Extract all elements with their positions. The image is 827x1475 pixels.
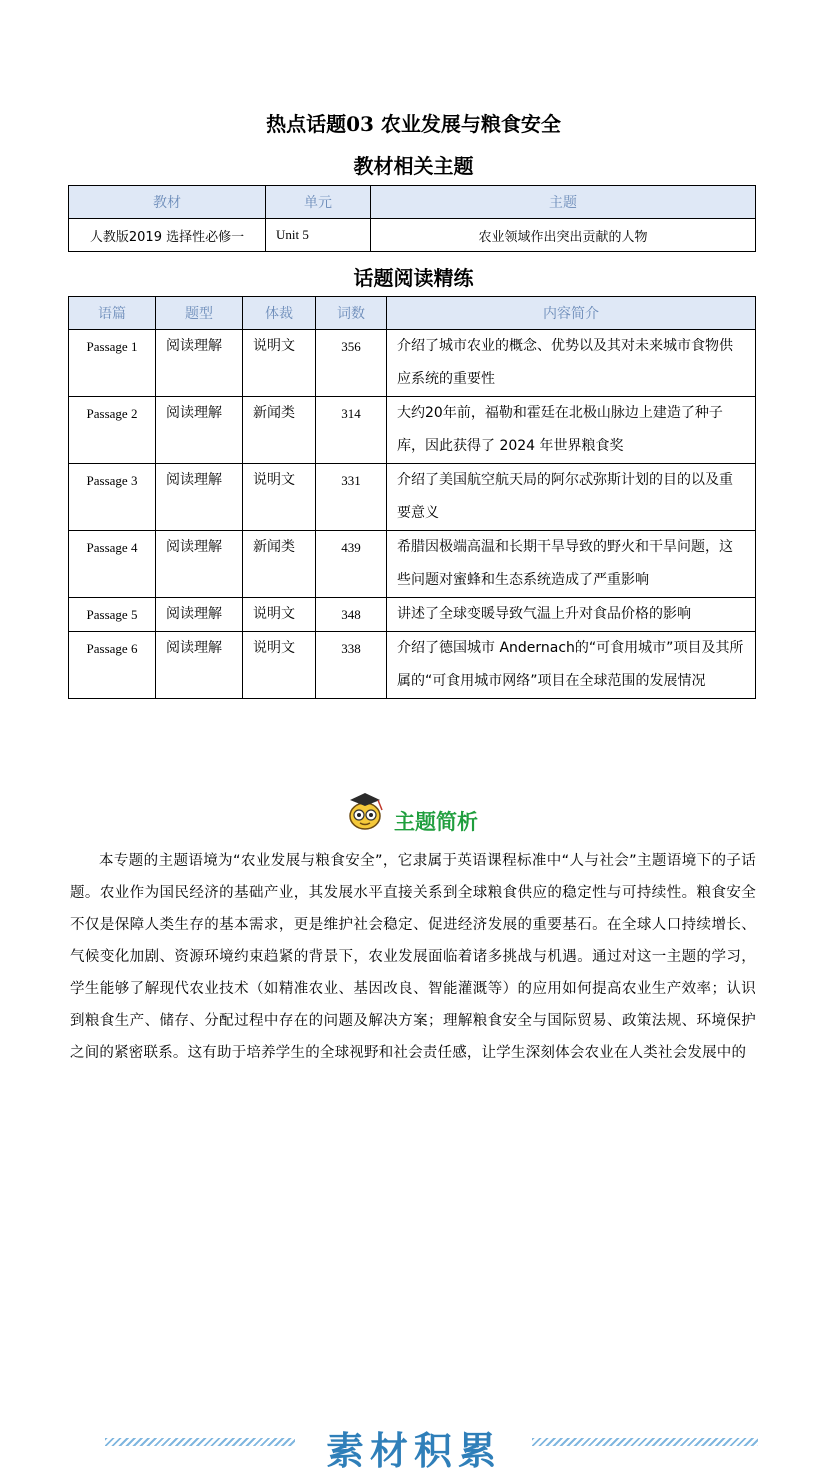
table-cell: Unit 5 xyxy=(266,219,371,252)
table-header-row xyxy=(69,297,756,330)
table-cell: Passage 2 xyxy=(69,397,156,464)
table-cell: 356 xyxy=(316,330,387,397)
table-row xyxy=(69,330,756,397)
header-cell: 教材 xyxy=(69,186,266,219)
table-cell: 农业领域作出突出贡献的人物 xyxy=(371,219,756,252)
table-cell: 314 xyxy=(316,397,387,464)
banner-stripe-right xyxy=(532,1438,758,1446)
table-cell: 讲述了全球变暖导致气温上升对食品价格的影响 xyxy=(387,598,756,632)
table-cell: Passage 5 xyxy=(69,598,156,632)
table-cell: 阅读理解 xyxy=(156,531,243,598)
table-cell: 439 xyxy=(316,531,387,598)
scholar-bee-icon xyxy=(342,788,388,834)
subheading-text: 主题简析 xyxy=(394,810,478,834)
table-cell: 阅读理解 xyxy=(156,464,243,531)
textbook-table xyxy=(68,185,756,252)
table-cell: 阅读理解 xyxy=(156,632,243,699)
header-cell: 语篇 xyxy=(69,297,156,330)
page-title: 热点话题03 农业发展与粮食安全 xyxy=(266,112,561,136)
table-cell: 阅读理解 xyxy=(156,397,243,464)
table-cell: Passage 1 xyxy=(69,330,156,397)
table-cell: 介绍了德国城市 Andernach的“可食用城市”项目及其所属的“可食用城市网络”项目在全球范围的发展情况 xyxy=(387,632,756,699)
header-cell: 主题 xyxy=(371,186,756,219)
table-cell: 说明文 xyxy=(243,330,316,397)
table-row xyxy=(69,397,756,464)
table-cell: Passage 3 xyxy=(69,464,156,531)
table-header-row xyxy=(69,186,756,219)
banner-title: 素材积累 xyxy=(325,1428,502,1473)
table-cell: 介绍了城市农业的概念、优势以及其对未来城市食物供应系统的重要性 xyxy=(387,330,756,397)
table-cell: 人教版2019 选择性必修一 xyxy=(69,219,266,252)
table-row xyxy=(69,598,756,632)
section-title-reading: 话题阅读精练 xyxy=(353,266,474,290)
table-cell: 阅读理解 xyxy=(156,330,243,397)
table-cell: 说明文 xyxy=(243,598,316,632)
header-cell: 单元 xyxy=(266,186,371,219)
table-cell: 希腊因极端高温和长期干旱导致的野火和干旱问题，这些问题对蜜蜂和生态系统造成了严重影响 xyxy=(387,531,756,598)
section-title-textbook: 教材相关主题 xyxy=(353,154,474,178)
header-cell: 词数 xyxy=(316,297,387,330)
table-cell: Passage 6 xyxy=(69,632,156,699)
table-cell: 331 xyxy=(316,464,387,531)
table-row xyxy=(69,464,756,531)
banner-stripe-left xyxy=(105,1438,295,1446)
table-cell: 阅读理解 xyxy=(156,598,243,632)
reading-table xyxy=(68,296,756,699)
table-cell: 说明文 xyxy=(243,632,316,699)
table-cell: 新闻类 xyxy=(243,397,316,464)
table-row xyxy=(69,531,756,598)
body-paragraph: 本专题的主题语境为“农业发展与粮食安全”，它隶属于英语课程标准中“人与社会”主题语境下的子话题。农业作为国民经济的基础产业，其发展水平直接关系到全球粮食供应的稳定性与可持续性。粮食安全不仅是保障人类生存的基本需求，更是维护社会稳定、促进经济发展的重要基石。在全球人口持续增长、气候变化加剧、资源环境约束趋紧的背景下，农业发展面临着诸多挑战与机遇。通过对这一主题的学习，学生能够了解现代农业技术（如精准农业、基因改良、智能灌溉等）的应用如何提高农业生产效率；认识到粮食生产、储存、分配过程中存在的问题及解决方案；理解粮食安全与国际贸易、政策法规、环境保护之间的紧密联系。这有助于培养学生的全球视野和社会责任感，让学生深刻体会农业在人类社会发展中的 xyxy=(70,853,756,1061)
table-cell: 介绍了美国航空航天局的阿尔忒弥斯计划的目的以及重要意义 xyxy=(387,464,756,531)
table-cell: 338 xyxy=(316,632,387,699)
header-cell: 题型 xyxy=(156,297,243,330)
table-cell: 新闻类 xyxy=(243,531,316,598)
header-cell: 内容简介 xyxy=(387,297,756,330)
table-row xyxy=(69,219,756,252)
table-row xyxy=(69,632,756,699)
table-cell: 348 xyxy=(316,598,387,632)
header-cell: 体裁 xyxy=(243,297,316,330)
table-cell: Passage 4 xyxy=(69,531,156,598)
table-cell: 说明文 xyxy=(243,464,316,531)
table-cell: 大约20年前，福勒和霍廷在北极山脉边上建造了种子库，因此获得了 2024 年世界粮食奖 xyxy=(387,397,756,464)
